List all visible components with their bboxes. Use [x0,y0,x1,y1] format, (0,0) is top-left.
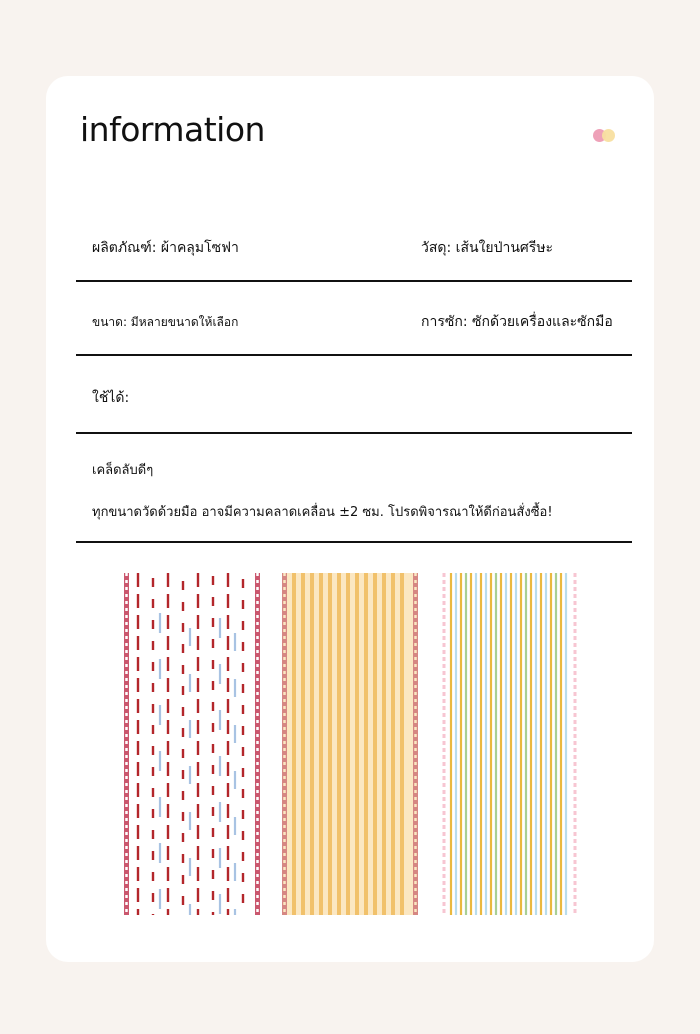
info-row-use [76,356,632,434]
swatch-pastel-stripe [442,573,578,915]
size-label: ขนาด: มีหลายขนาดให้เลือก [92,315,239,329]
yellow-dot-icon [602,129,615,142]
product-label: ผลิตภัณฑ์: ผ้าคลุมโซฟา [92,240,239,256]
info-row-size [76,282,632,356]
tips-title: เคล็ดลับดีๆ [92,463,154,478]
info-row-product [76,211,632,282]
wash-label: การซัก: ซักด้วยเครื่องและซักมือ [421,314,613,330]
swatch-red-blue-stripe [124,573,260,915]
tips-text: ทุกขนาดวัดด้วยมือ อาจมีความคลาดเคลื่อน ±2 ซม. โปรดพิจารณาให้ดีก่อนสั่งซื้อ! [92,505,553,520]
material-label: วัสดุ: เส้นใยป่านศรีษะ [421,240,554,256]
page-title: information [80,110,265,149]
info-card [46,76,654,962]
tips-section [76,434,632,543]
use-label: ใช้ได้: [92,390,130,406]
decorative-dots-icon [593,129,619,143]
swatch-mustard-stripe [282,573,418,915]
